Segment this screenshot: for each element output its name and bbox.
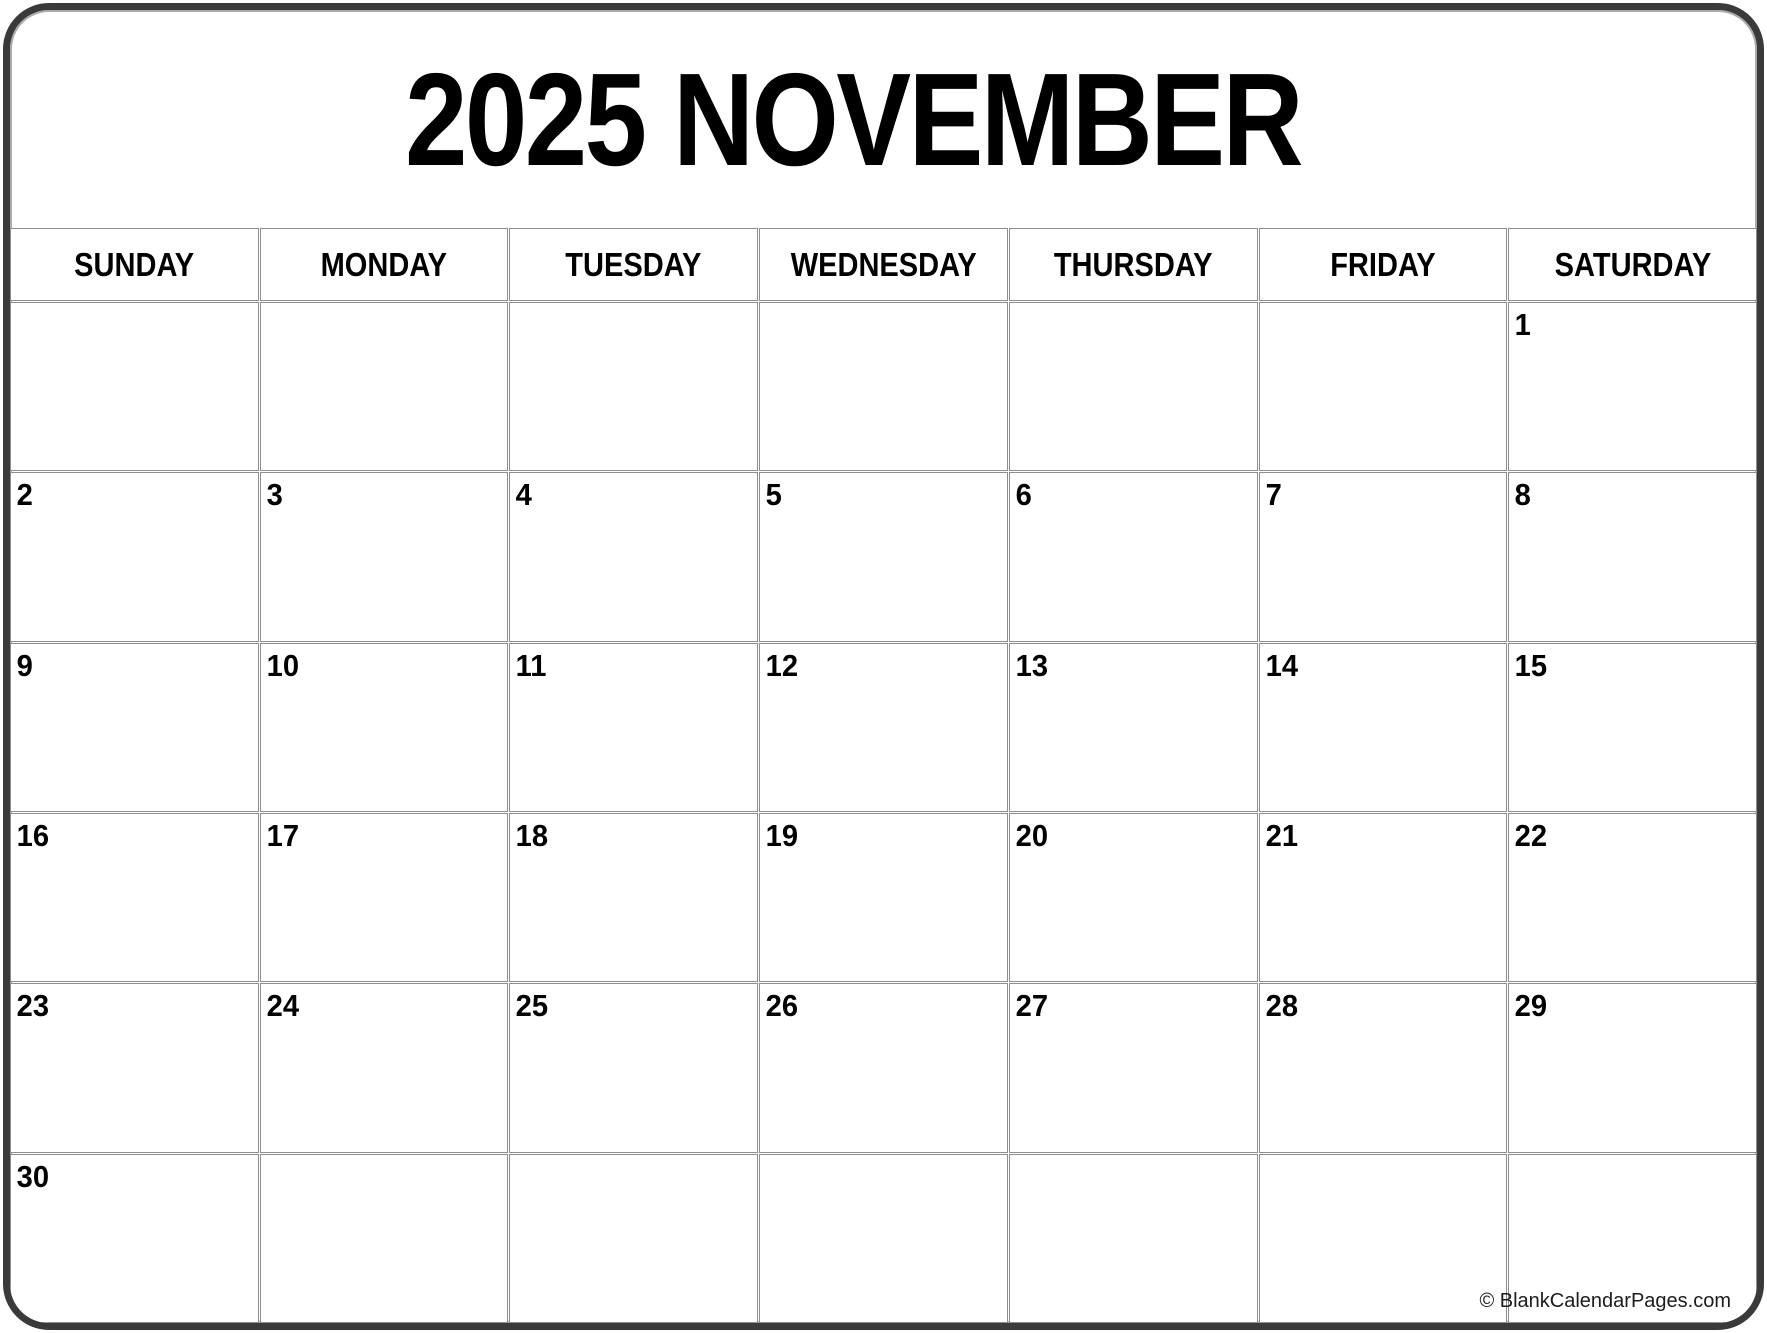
weekday-label: FRIDAY	[1330, 245, 1436, 283]
day-cell	[1009, 643, 1258, 812]
date-number: 20	[1015, 817, 1048, 853]
day-cell	[260, 983, 509, 1152]
day-cell	[1009, 983, 1258, 1152]
date-number: 9	[16, 647, 33, 683]
date-number: 7	[1265, 477, 1282, 513]
date-number: 3	[266, 477, 283, 513]
weekday-header-monday	[260, 228, 509, 301]
day-cell	[1259, 643, 1508, 812]
copyright-text: © BlankCalendarPages.com	[1479, 1290, 1731, 1312]
calendar-page	[3, 3, 1764, 1330]
day-cell	[260, 302, 509, 471]
day-cell	[10, 1154, 259, 1323]
date-number	[760, 1162, 766, 1168]
date-number: 29	[1514, 988, 1548, 1024]
day-cell	[1259, 813, 1508, 982]
day-cell	[1508, 813, 1757, 982]
weekday-label: SUNDAY	[74, 245, 195, 283]
day-cell	[1259, 302, 1508, 471]
date-number: 11	[516, 647, 547, 683]
day-cell	[1508, 643, 1757, 812]
day-cell	[10, 813, 259, 982]
day-cell	[1259, 1154, 1508, 1323]
day-cell	[260, 1154, 509, 1323]
date-number: 5	[765, 477, 782, 513]
weekday-label: SATURDAY	[1554, 245, 1711, 283]
day-cell	[759, 983, 1008, 1152]
day-cell	[10, 302, 259, 471]
date-number	[11, 310, 17, 316]
weekday-header-wednesday	[759, 228, 1008, 301]
date-number: 25	[516, 988, 549, 1024]
day-cell	[509, 302, 758, 471]
day-cell	[1508, 983, 1757, 1152]
day-cell	[509, 472, 758, 641]
date-number: 17	[266, 817, 299, 853]
day-cell	[759, 813, 1008, 982]
weekday-header-thursday	[1009, 228, 1258, 301]
date-number	[1260, 310, 1266, 316]
day-cell	[1259, 983, 1508, 1152]
date-number: 1	[1514, 307, 1532, 342]
weekday-label: MONDAY	[320, 245, 448, 283]
day-cell	[260, 813, 509, 982]
date-number	[1509, 1162, 1515, 1168]
date-number: 23	[16, 988, 50, 1024]
date-number: 27	[1015, 988, 1048, 1024]
date-number	[1010, 310, 1016, 316]
weekday-header-friday	[1259, 228, 1508, 301]
date-number: 30	[16, 1158, 50, 1194]
calendar-title: 2025 NOVEMBER	[405, 45, 1302, 193]
day-cell	[509, 983, 758, 1152]
date-number: 26	[765, 988, 799, 1024]
day-cell	[1009, 472, 1258, 641]
date-number	[510, 1162, 516, 1168]
title-row	[10, 10, 1757, 228]
date-number: 19	[765, 817, 799, 853]
day-cell	[10, 472, 259, 641]
day-cell	[509, 643, 758, 812]
day-cell	[1508, 472, 1757, 641]
date-number: 28	[1265, 988, 1298, 1024]
date-number	[1010, 1162, 1016, 1168]
date-number	[1260, 1162, 1266, 1168]
calendar-grid	[10, 228, 1757, 1323]
date-number: 22	[1514, 817, 1548, 853]
day-cell	[759, 643, 1008, 812]
date-number	[261, 1162, 267, 1168]
date-number: 21	[1265, 817, 1298, 853]
day-cell	[1009, 1154, 1258, 1323]
date-number	[261, 310, 267, 316]
date-number: 6	[1015, 477, 1032, 513]
weekday-header-sunday	[10, 228, 259, 301]
day-cell	[260, 643, 509, 812]
day-cell	[10, 643, 259, 812]
day-cell	[759, 302, 1008, 471]
day-cell	[1009, 813, 1258, 982]
date-number	[510, 310, 516, 316]
date-number: 24	[266, 988, 299, 1024]
day-cell	[759, 1154, 1008, 1323]
date-number: 15	[1514, 647, 1548, 683]
weekday-label: WEDNESDAY	[790, 245, 977, 283]
date-number: 16	[16, 817, 50, 853]
date-number: 14	[1265, 647, 1298, 683]
weekday-header-saturday	[1508, 228, 1757, 301]
date-number: 10	[266, 647, 299, 683]
date-number	[760, 310, 766, 316]
date-number: 13	[1015, 647, 1048, 683]
weekday-label: TUESDAY	[565, 245, 702, 283]
day-cell	[509, 813, 758, 982]
day-cell	[509, 1154, 758, 1323]
day-cell	[1508, 302, 1757, 471]
day-cell	[759, 472, 1008, 641]
weekday-header-tuesday	[509, 228, 758, 301]
day-cell	[1259, 472, 1508, 641]
date-number: 18	[516, 817, 549, 853]
day-cell	[260, 472, 509, 641]
date-number: 8	[1514, 477, 1532, 513]
date-number: 4	[516, 477, 533, 513]
weekday-label: THURSDAY	[1053, 245, 1213, 283]
day-cell	[10, 983, 259, 1152]
date-number: 2	[16, 477, 33, 513]
day-cell	[1009, 302, 1258, 471]
date-number: 12	[765, 647, 799, 683]
